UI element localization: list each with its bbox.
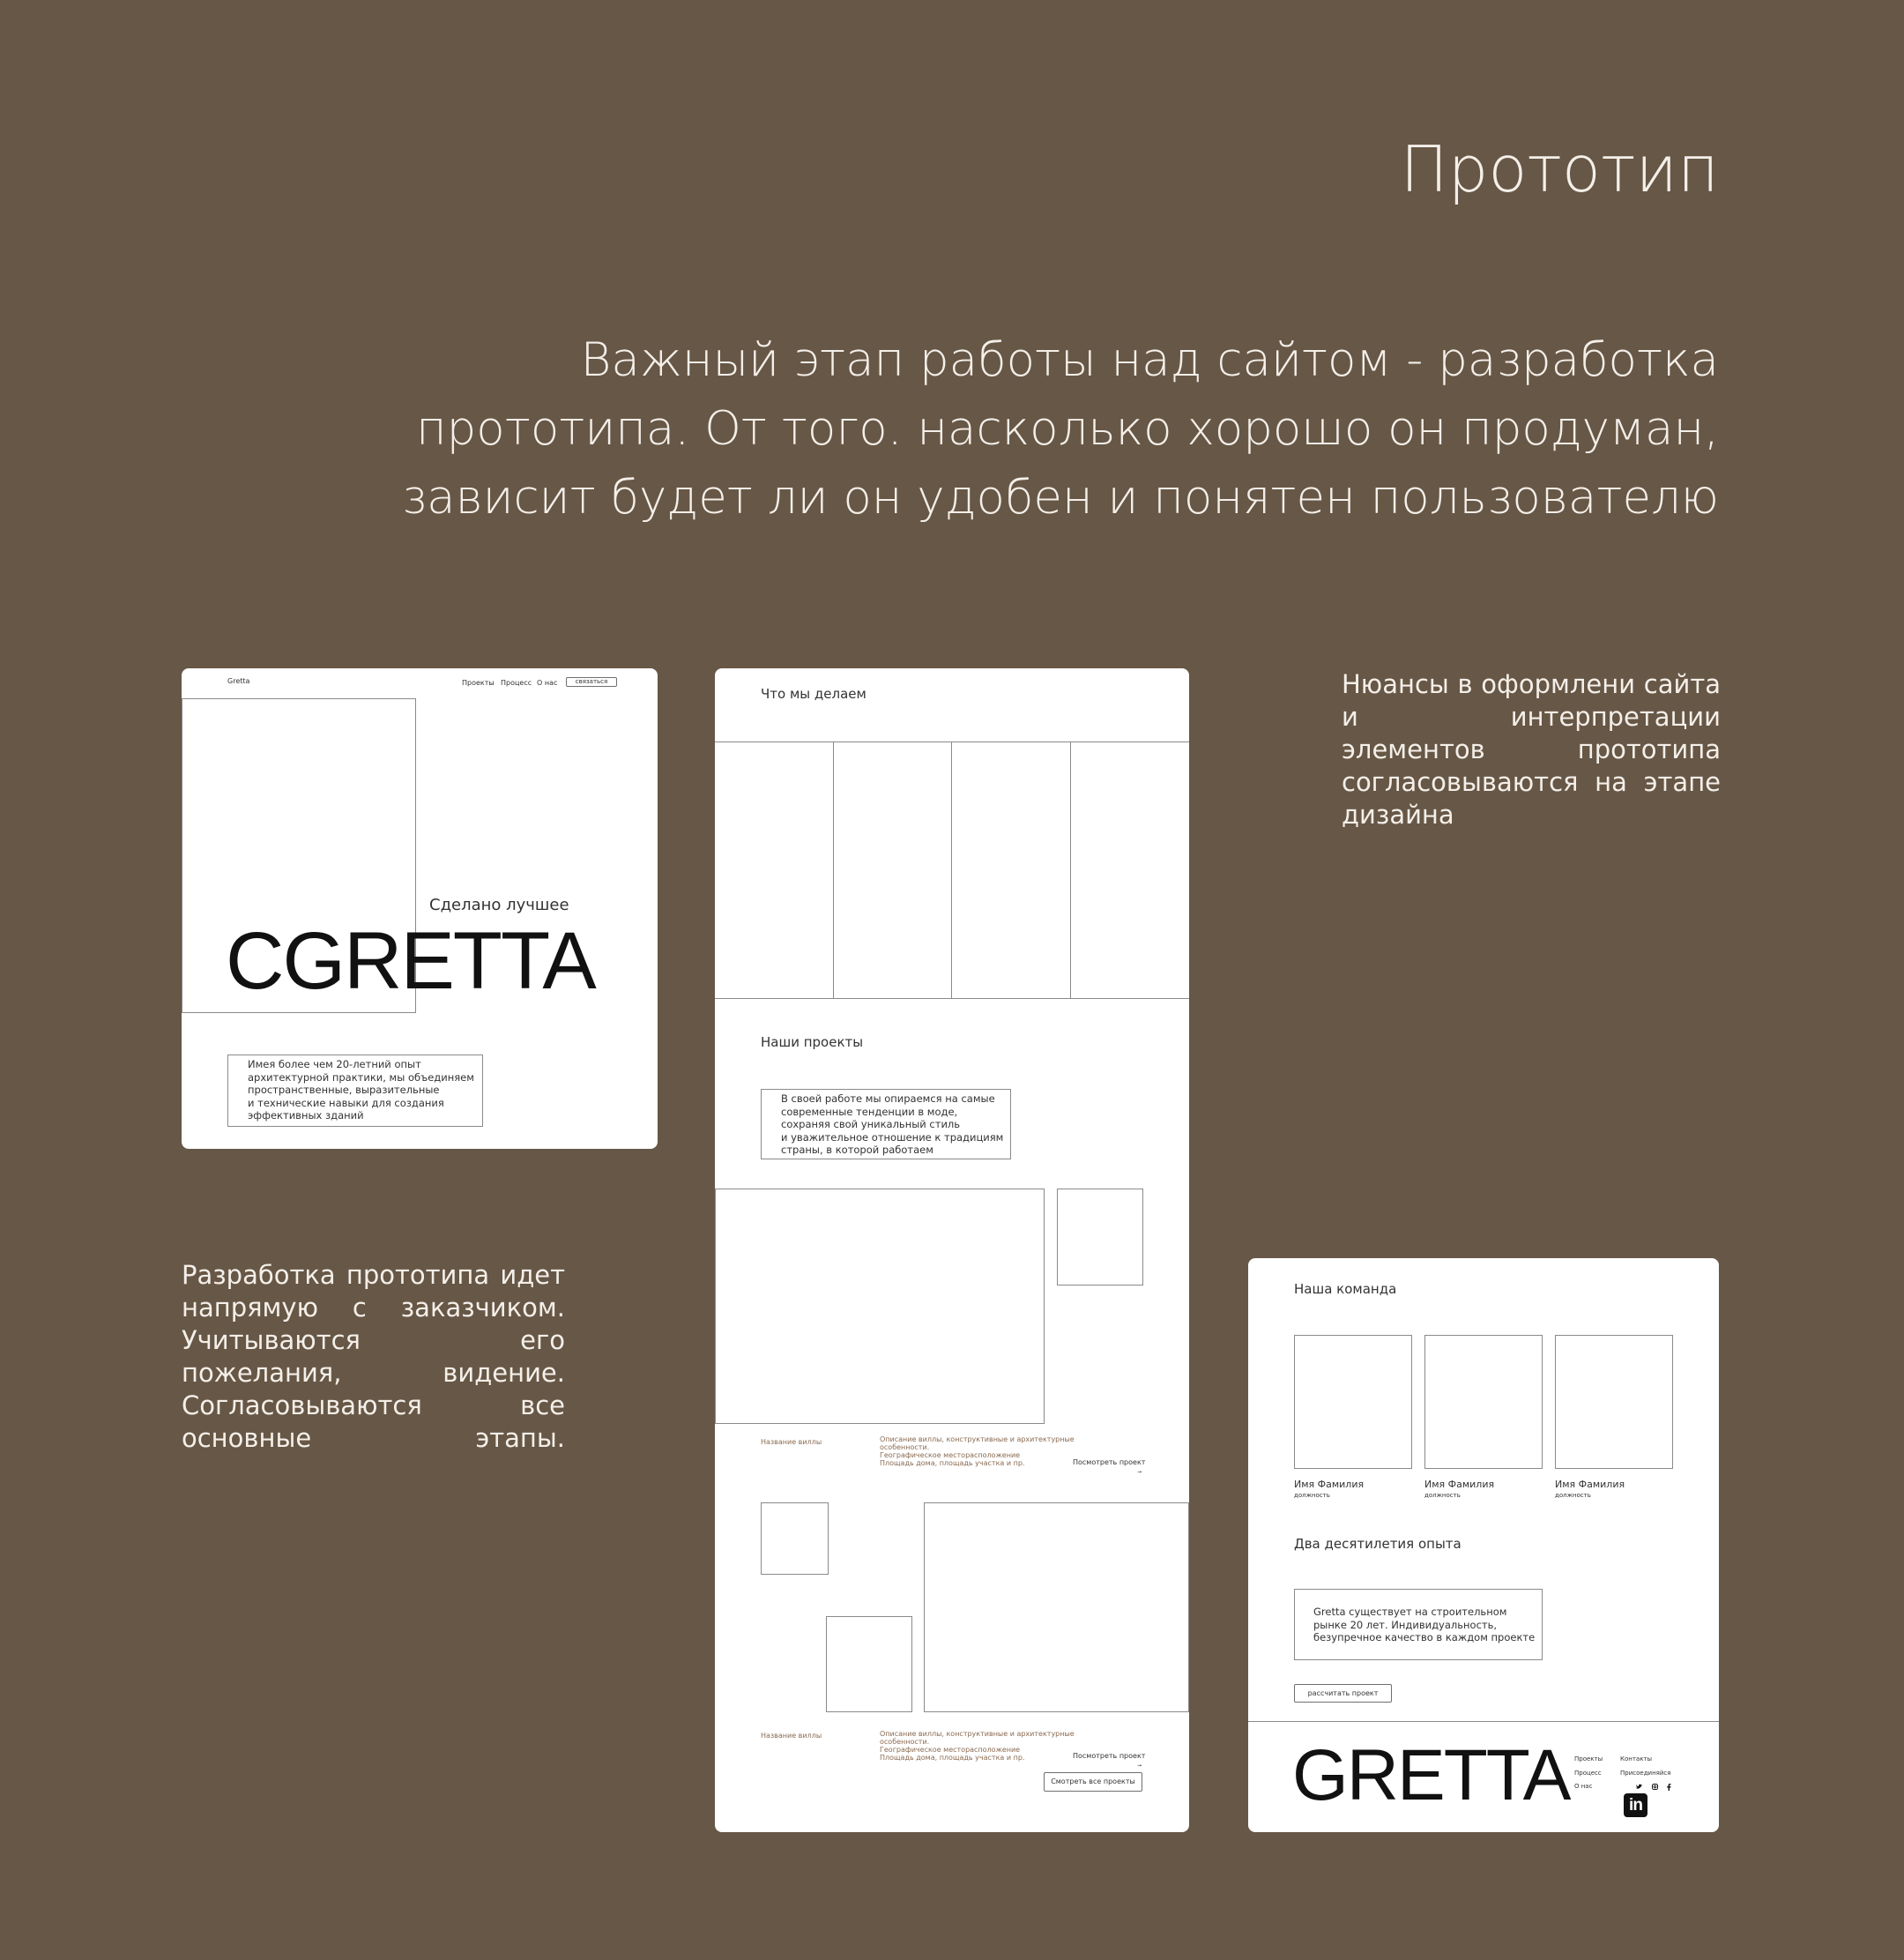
header-logo[interactable]: Gretta bbox=[227, 677, 250, 685]
member-role: должность bbox=[1555, 1492, 1591, 1499]
projects-line: страны, в которой работаем bbox=[781, 1144, 933, 1156]
view-project-link[interactable]: Посмотреть проект bbox=[1073, 1752, 1146, 1760]
slide-lead-text: Важный этап работы над сайтом - разработка прототипа. От того. насколько хорошо он продуман, зависит будет ли он удобен и понятен пользователю bbox=[401, 333, 1719, 525]
experience-textbox: Gretta существует на строительном рынке 20 лет. Индивидуальность, безупречное качество в каждом проекте bbox=[1294, 1589, 1543, 1660]
intro-line: эффективных зданий bbox=[248, 1109, 364, 1122]
member-role: должность bbox=[1294, 1492, 1330, 1499]
member-role: должность bbox=[1424, 1492, 1461, 1499]
projects-textbox bbox=[761, 1089, 1011, 1159]
divider bbox=[833, 742, 834, 998]
all-projects-button[interactable]: Смотреть все проекты bbox=[1044, 1772, 1142, 1792]
team-photo-placeholder bbox=[1424, 1335, 1543, 1469]
footer-logo: GRETTA bbox=[1292, 1735, 1570, 1815]
projects-line: современные тенденции в моде, bbox=[781, 1105, 958, 1118]
villa-image-small bbox=[761, 1502, 829, 1575]
prototype-card-projects bbox=[715, 668, 1189, 1832]
nav-process[interactable]: Процесс bbox=[501, 679, 532, 687]
prototype-card-home bbox=[182, 668, 658, 1149]
note-right: Нюансы в оформлени сайта и интерпретации элементов прототипа согласовываются на этапе дизайна bbox=[1342, 669, 1721, 830]
member-name: Имя Фамилия bbox=[1294, 1479, 1365, 1490]
note-left: Разработка прототипа идет напрямую с заказчиком. Учитываются его пожелания, видение. Согласовываются все основные этапы. bbox=[182, 1260, 565, 1453]
team-photo-placeholder bbox=[1555, 1335, 1673, 1469]
section-title-experience: Два десятилетия опыта bbox=[1294, 1536, 1461, 1552]
footer-link-about[interactable]: О нас bbox=[1574, 1783, 1593, 1790]
villa-description: Описание виллы, конструктивные и архитектурные особенности. Географическое месторасположение Площадь дома, площадь участка и пр. bbox=[880, 1730, 1075, 1762]
footer-link-contacts[interactable]: Контакты bbox=[1620, 1755, 1653, 1763]
calculate-project-button[interactable]: рассчитать проект bbox=[1294, 1684, 1392, 1703]
instagram-icon[interactable] bbox=[1652, 1784, 1658, 1790]
member-name: Имя Фамилия bbox=[1555, 1479, 1625, 1490]
intro-line: архитектурной практики, мы объединяем bbox=[248, 1070, 474, 1084]
hero-tagline: Сделано лучшее bbox=[429, 896, 569, 914]
villa-image-small bbox=[1057, 1189, 1143, 1286]
villa-name: Название виллы bbox=[761, 1438, 822, 1446]
facebook-icon[interactable] bbox=[1667, 1784, 1671, 1791]
hero-logo: CGRETTA bbox=[226, 916, 595, 1006]
divider bbox=[1070, 742, 1071, 998]
divider bbox=[951, 742, 952, 998]
footer-link-projects[interactable]: Проекты bbox=[1574, 1755, 1603, 1763]
nav-about[interactable]: О нас bbox=[537, 679, 558, 687]
view-project-link[interactable]: Посмотреть проект bbox=[1073, 1458, 1146, 1466]
intro-line: Имея более чем 20-летний опыт bbox=[248, 1058, 421, 1070]
contact-button[interactable]: связаться bbox=[566, 677, 617, 687]
villa-description: Описание виллы, конструктивные и архитектурные особенности. Географическое месторасположение Площадь дома, площадь участка и пр. bbox=[880, 1435, 1075, 1467]
intro-line: пространственные, выразительные bbox=[248, 1084, 440, 1096]
divider bbox=[715, 998, 1189, 999]
twitter-icon[interactable] bbox=[1636, 1784, 1643, 1790]
intro-textbox bbox=[227, 1055, 483, 1127]
section-title-services: Что мы делаем bbox=[761, 686, 866, 702]
nav-projects[interactable]: Проекты bbox=[462, 679, 495, 687]
villa-image-large bbox=[715, 1189, 1045, 1424]
projects-line: и уважительное отношение к традициям bbox=[781, 1130, 1004, 1144]
team-photo-placeholder bbox=[1294, 1335, 1412, 1469]
footer-divider bbox=[1248, 1721, 1719, 1722]
projects-line: сохраняя свой уникальный стиль bbox=[781, 1118, 961, 1130]
member-name: Имя Фамилия bbox=[1424, 1479, 1495, 1490]
projects-line: В своей работе мы опираемся на самые bbox=[781, 1092, 995, 1105]
section-title-team: Наша команда bbox=[1294, 1281, 1397, 1297]
villa-image-large bbox=[924, 1502, 1189, 1712]
prototype-card-team bbox=[1248, 1258, 1719, 1832]
footer-link-join[interactable]: Присоединяйся bbox=[1620, 1770, 1671, 1777]
arrow-icon[interactable]: → bbox=[1137, 1763, 1142, 1769]
intro-line: и технические навыки для создания bbox=[248, 1096, 444, 1109]
villa-image-small bbox=[826, 1616, 912, 1712]
footer-link-process[interactable]: Процесс bbox=[1574, 1770, 1602, 1777]
linkedin-icon[interactable]: in bbox=[1624, 1793, 1647, 1817]
villa-name: Название виллы bbox=[761, 1732, 822, 1740]
arrow-icon[interactable]: → bbox=[1137, 1469, 1142, 1475]
section-title-projects: Наши проекты bbox=[761, 1034, 864, 1050]
slide-title: Прототип bbox=[1400, 132, 1719, 206]
